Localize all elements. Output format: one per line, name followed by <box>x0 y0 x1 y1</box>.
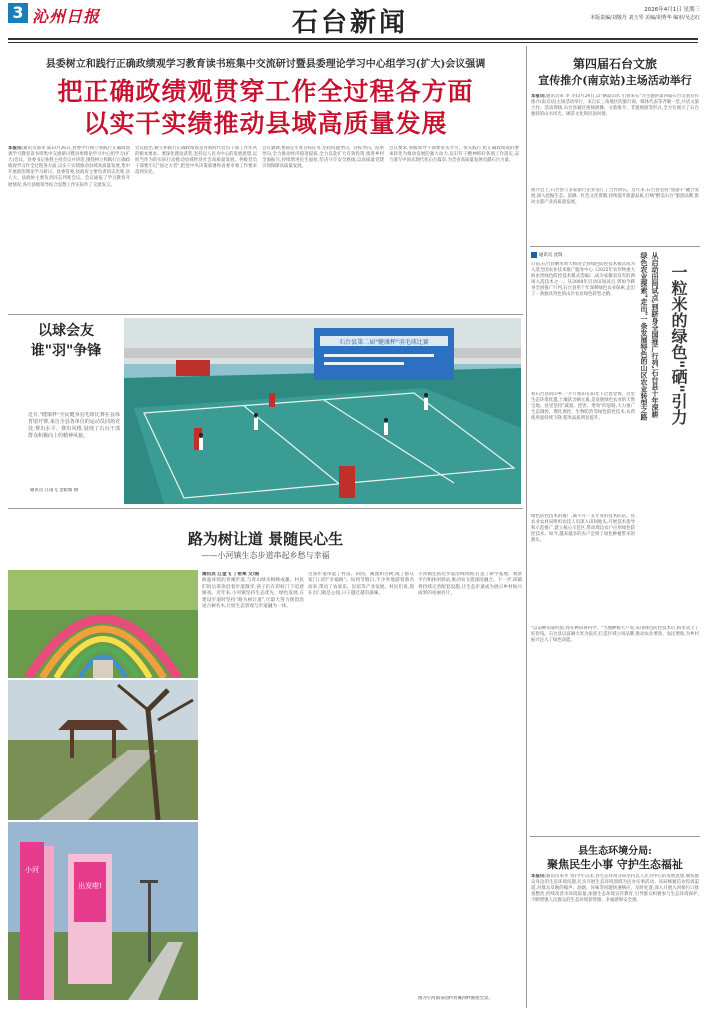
lead-col-1-text: (通讯员邵冬 陈)3月26日,县委学行树立和践行正确政绩观学习教育读书班集中交流研讨暨县委理论学习中心组学习(扩大)会议。县委书记孙胜主持会议并讲话,围绕树立和践行正确政绩观学习作全过程各方面,以实干实绩推动县域高质量发展,集中开展政治理论学习研讨。县委常委,县政府主要负责同志出席,县人大、县政协主要负责同志列席会议。会议通报了学习教育开展情况,各位县级领导结合思想工作实际作了交流发言。 <box>8 146 130 188</box>
culture-body-1-text: (通讯员朱 李 李)3月24日,以"硒品山水 引客来石"为主题的第四届石台文旅宣传推介(南京站)主场活动举行。来自长三角地区的旅行商、媒体代表等齐聚一堂,共话文旅合作。活动现场,石台县通过视频展播、文旅推介、非遗展演等形式,全方位展示了石台独特的山水风光、硒茶文化和民俗风情。 <box>531 94 699 118</box>
arch-sign-text: 出发啦! <box>78 882 102 890</box>
agri-body-1: 日前,石台县晒米黄大师由全县绿色防控技术模式成为入选全国农业技术推广服务中心《2025年农作物重大病虫害绿色防控技术模式选编》,成为安徽省仅有的两项入选技术之一。从2008年启动田间试点,到如今跻身全国推广行列,石台县用十年深耕绿色农业探索,走出了一条独具特色的山区农业绿色转型之路。 <box>531 262 635 298</box>
arch-sign-text-2: 小河 <box>25 866 39 874</box>
culture-body-2: 推介会上,石台县与多家旅行企业签订了合作协议。近年来,石台县坚持"旅游+"融合发展,深入挖掘生态、富硒、红色文化资源,持续提升旅游品质,打响"醉美石台"旅游品牌,推动文旅产业高质量发展。 <box>531 188 699 206</box>
page-number-badge: 3 <box>8 3 28 23</box>
paper-logo: 沁州日报 <box>32 7 101 26</box>
lead-col-1 <box>8 146 130 312</box>
lead-headline-line2: 以实干实绩推动县域高质量发展 <box>83 109 448 138</box>
lead-byline: 本报讯 <box>8 146 22 151</box>
agri-vertical-headline-1: 绿色农业探索"走出"一条发展特色的山区农业转型之路 <box>640 252 649 421</box>
lead-kicker: 县委树立和践行正确政绩观学习教育读书班集中交流研讨暨县委理论学习中心组学习(扩大)会议强调 <box>45 59 486 70</box>
agri-body-4: "以前种田靠经验,现在种田讲科学。"当地种粮大户说,采用绿色防控技术后,稻米卖上了好价钱。石台县以富硒大米为依托,打造区域公用品牌,推动农业增效、农民增收,为乡村振兴注入了绿色动能。 <box>531 626 699 644</box>
badminton-title-1: 以球会友 <box>38 323 94 339</box>
feature-footer-note: 图为小河镇茶园村青溪河畔俯拍全景。 <box>418 996 493 1001</box>
divider <box>530 246 700 247</box>
feature-subtitle: ——小河镇生态步道串起乡愁与幸福 <box>201 551 330 560</box>
masthead-rule-thin <box>8 42 698 43</box>
divider <box>530 836 700 837</box>
reporter-icon <box>531 252 537 258</box>
badminton-photo <box>124 318 521 504</box>
badminton-title-2: 谁"羽"争锋 <box>30 343 102 359</box>
feature-title: 路为树让道 景随民心生 <box>187 530 344 548</box>
rail-divider <box>526 46 527 1008</box>
banner-text: 石台县第二届"健康杯"羽毛球比赛 <box>339 339 429 346</box>
eco-byline: 本报讯 <box>531 874 545 879</box>
rainbow-arch-photo <box>8 570 198 678</box>
feature-col-1-text: 曲迤环绕的青溪步道,与青山绿水相映成趣。村民们饭后茶余沿着步道散步,孩子们在彩虹门下追逐嬉戏。近年来,小河镇坚持生态优先、绿色发展,在建设步道时坚持"路为树让道",尽最大努力保留沿途古树名木,让原生态景观与步道融为一体。 <box>202 578 304 610</box>
agri-byline: 通讯员 沈瑞 <box>539 253 563 258</box>
masthead-rule <box>8 38 698 40</box>
agri-vertical-headline-main: 一粒米的绿色"硒"引力 <box>669 264 688 425</box>
culture-title-2: 宣传推介(南京站)主场活动举行 <box>538 74 692 87</box>
lead-headline-line1: 把正确政绩观贯穿工作全过程各方面 <box>57 77 474 106</box>
rainbow-arch-image <box>8 570 198 678</box>
trail-pavilion-photo <box>8 680 198 820</box>
dateline: 2026年4月1日 星期三 <box>644 7 700 13</box>
lead-col-2: 会议指出,树立和践行正确政绩观是对新时代党员干部工作作风的根本要求。要深化理论武装,坚持以人民为中心的发展思想,以担当作为的实际行动推动县域经济社会高质量发展。各级党员干部要牢记"国之大者",把党中央决策部署和省委市委工作要求落到实处。 <box>135 146 257 176</box>
lead-col-3: 会议强调,要锚定年度目标任务,坚持问题导向、目标导向、结果导向,全力推动经济稳进提质,全力以赴扩大有效投资,推进乡村全面振兴,持续增进民生福祉,坚决守牢安全底线,以高质量党建引领保障高质量发展。 <box>262 146 384 170</box>
agri-body-2: 看石台县的山乡,一片片稻田在阳光下泛着金黄。这里生态环境优越,土壤富含硒元素,是发展绿色农业的天然宝地。县里坚持"减量、控害、增效"的思路,大力推广生态调控、理化诱控、生物防治等绿色防控技术,农药使用量持续下降,稻米品质明显提升。 <box>531 392 635 422</box>
divider <box>8 508 523 509</box>
eco-body-text: (通讯员朱李 余)今年以来,县生态环境分局坚持以人民为中心的发展思想,聚焦群众身边的生态环境问题,扎实开展生态环境领域为民办实事活动。该局畅通信访投诉渠道,对群众反映的噪声、油烟、异味等问题快速响应、及时处置;深入开展入河排污口排查整治,持续改善水环境质量;加强生态环境宣传教育,引导群众积极参与生态环境保护,不断增强人民群众的生态环境获得感、幸福感和安全感。 <box>531 874 699 904</box>
trail-pavilion-image <box>8 680 198 820</box>
staff-line: 本版责编/刘敬丹 刘玉琴 美编/胡秀华 编审/吴志红 <box>590 15 700 21</box>
divider <box>8 314 523 315</box>
feature-col-1 <box>202 572 304 1000</box>
pink-arch-photo <box>8 822 198 1000</box>
agri-vertical-headline-2: 从启动田间试点,到跻身全国推广行列,石台县十年深耕 <box>651 252 660 418</box>
pink-arch-image <box>8 822 198 1000</box>
badminton-court-image <box>124 318 521 504</box>
feature-col-2: 这条步道串起了村落、田园、溪流和古树,成了群众家门口的"幸福路"。每到节假日,不少外地游客慕名而来,带动了农家乐、民宿等产业发展。村民们说,现在出门就是公园,日子越过越有滋味。 <box>308 572 414 597</box>
section-title: 石台新闻 <box>291 8 408 38</box>
eco-body <box>531 874 699 1004</box>
agri-body-3: 绿色防控技术的推广,离不开一支专业的技术队伍。县农业农村局组织农技人员深入田间地头,开展技术指导和示范推广,建立核心示范区,带动周边农户应用绿色防控技术。如今,越来越多的农户尝到了绿色种植带来的甜头。 <box>531 514 635 544</box>
culture-byline: 本报讯 <box>531 94 545 99</box>
badminton-caption: 近日,"健康杯"全民健身羽毛球比赛在县体育馆开赛,来自全县各单位的运动员同场竞技,赛出水平、赛出风格,展现了石台干部群众积极向上的精神风貌。 <box>28 412 120 439</box>
feature-byline: 通讯员 江金飞 丁希果 文/图 <box>202 572 260 577</box>
badminton-credit: 通讯员 江雨飞 金紫薇 摄 <box>30 488 79 493</box>
eco-section-label: 县生态环境分局: <box>578 846 652 857</box>
feature-col-3: 小河镇还依托步道沿线资源,打造了研学基地、观景平台和休闲驿站,推动农文旅深度融合。下一步,该镇将持续完善配套设施,让生态步道成为展示乡村振兴成果的亮丽名片。 <box>418 572 522 597</box>
agri-byline-row <box>531 252 635 260</box>
lead-col-4: 会议要求,各级领导干部要带头学习、带头践行,把正确政绩观的要求转化为推动发展的强大动力,以钉钉子精神抓好各项工作落实,奋力谱写中国式现代化石台篇章,为全省高质量发展贡献石台力量。 <box>389 146 519 164</box>
eco-title: 聚焦民生小事 守护生态福祉 <box>547 858 683 871</box>
culture-body-1 <box>531 94 699 186</box>
culture-title-1: 第四届石台文旅 <box>572 57 657 71</box>
